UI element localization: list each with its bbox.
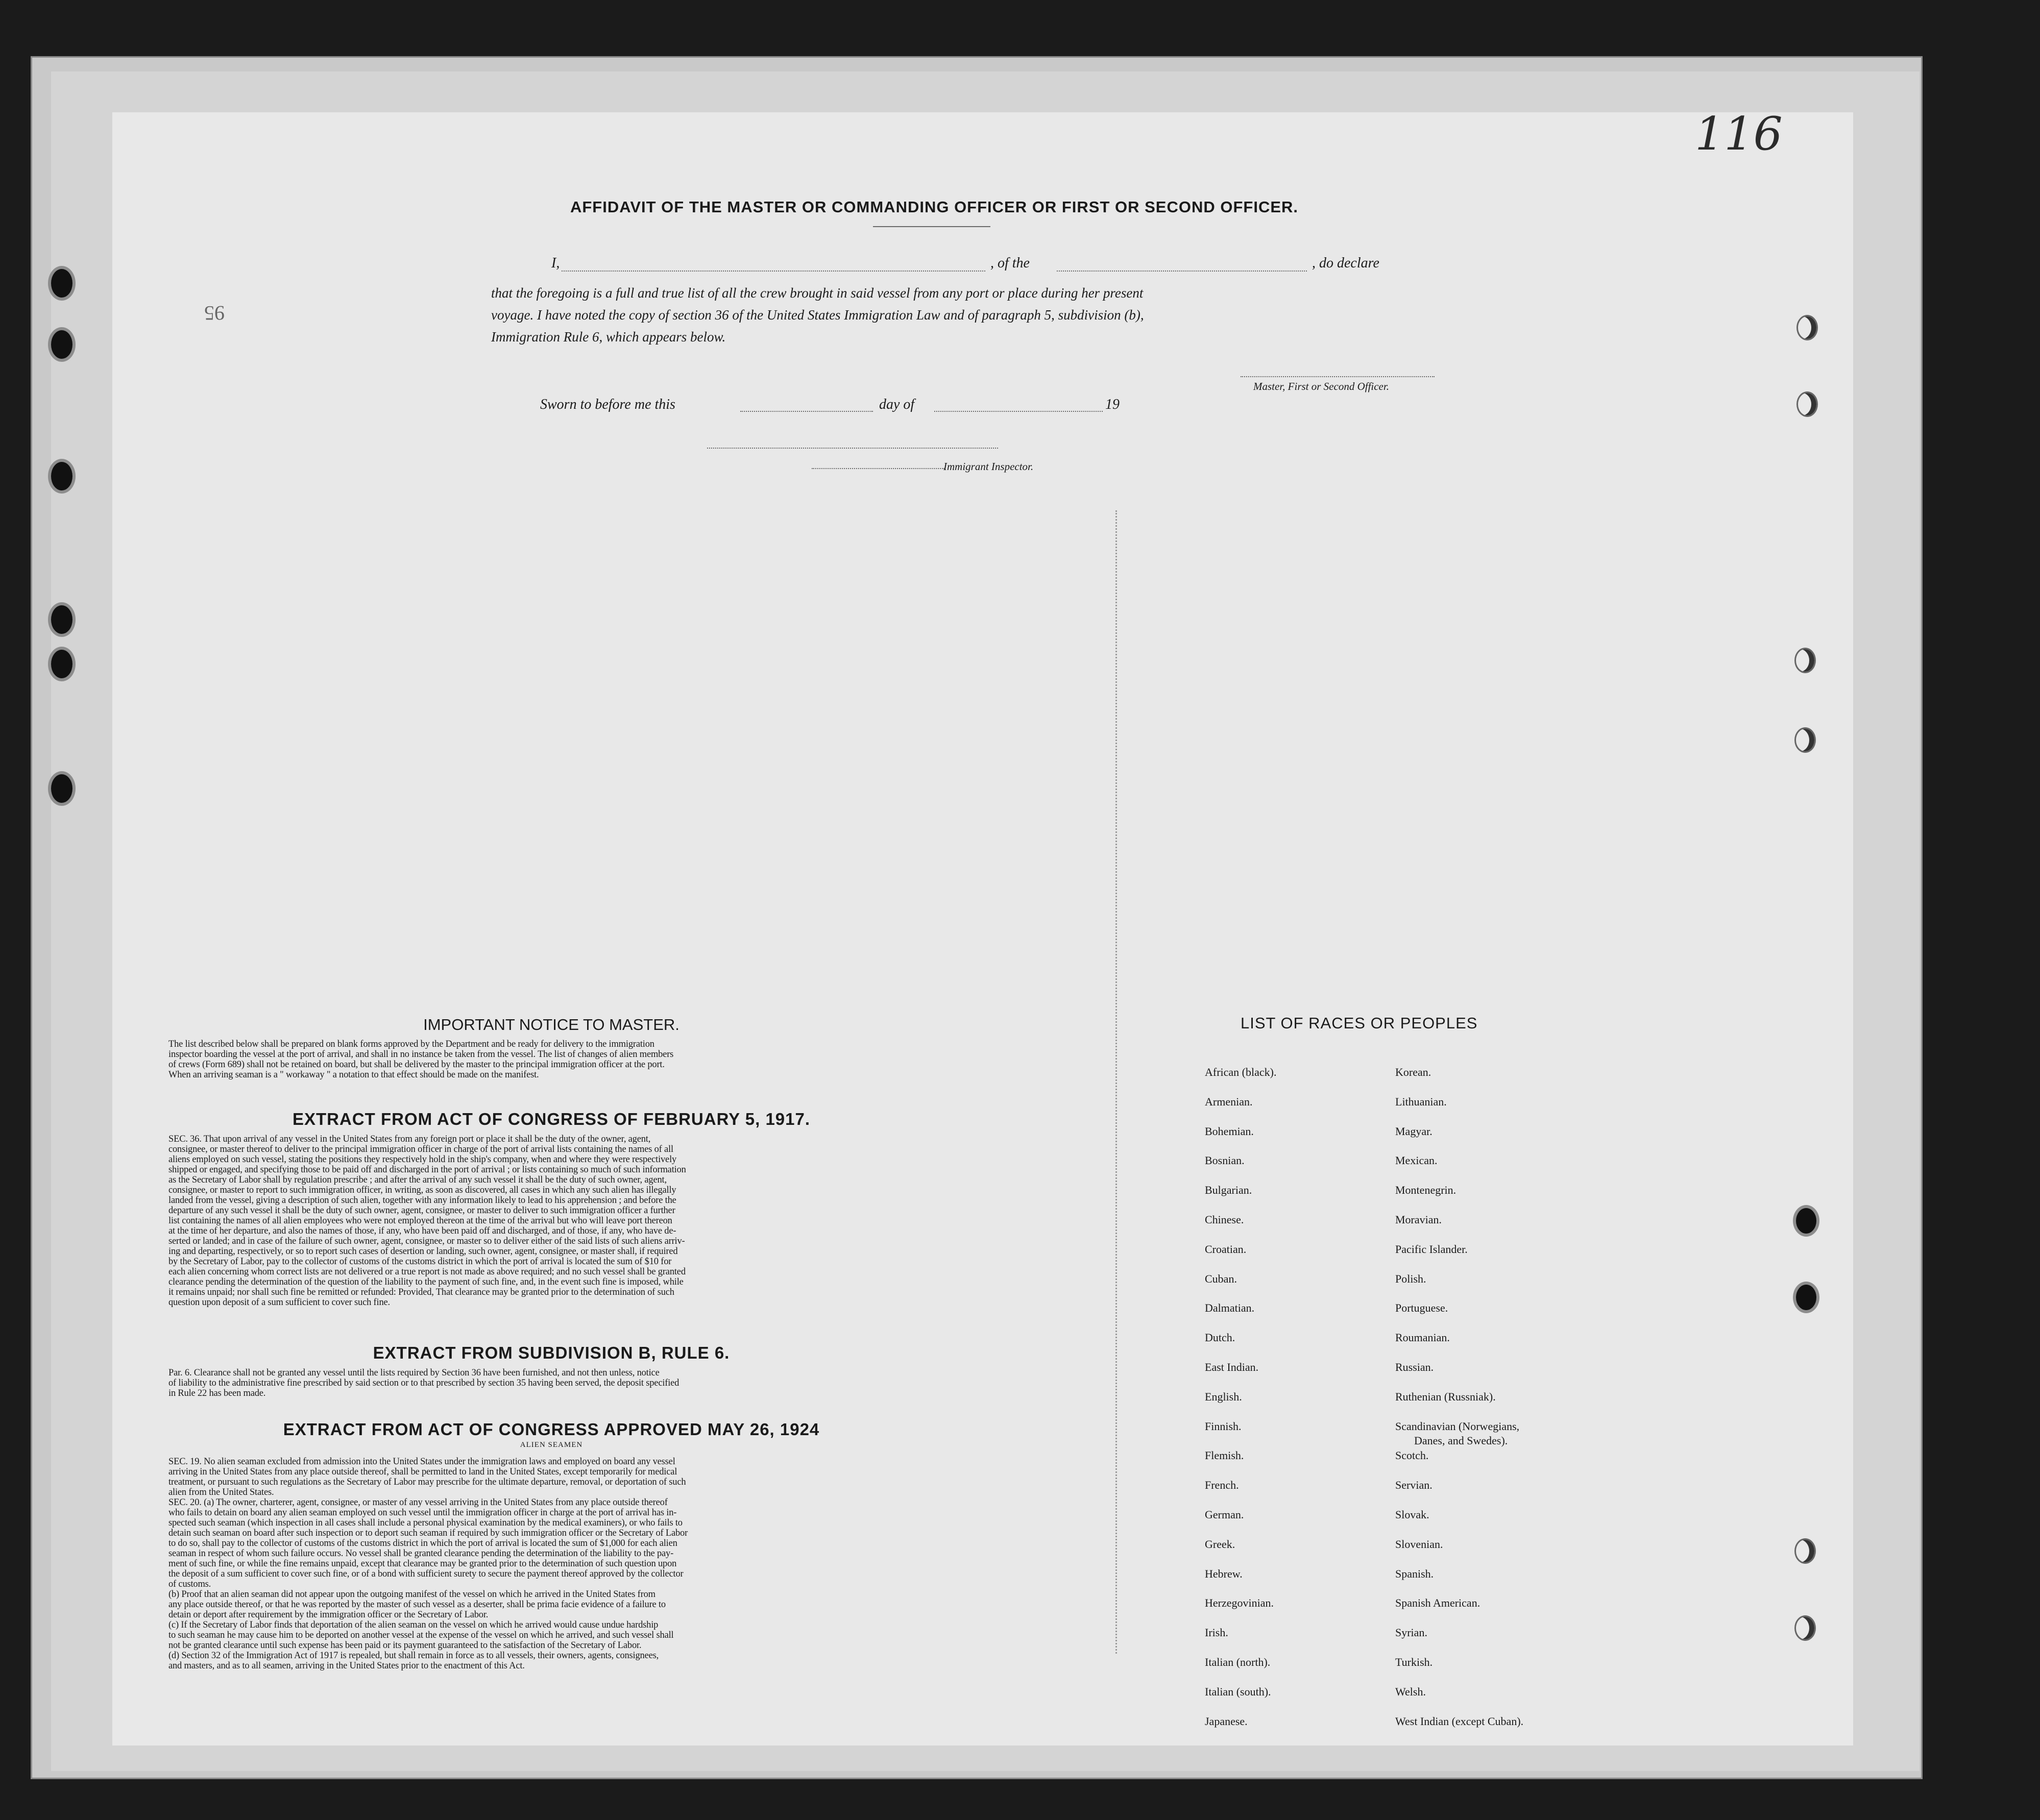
- race-item: Bohemian.: [1205, 1124, 1254, 1138]
- notice-line: When an arriving seaman is a " workaway " a notation to that effect should be made on the manifest.: [168, 1070, 539, 1080]
- extract-line: alien from the United States.: [168, 1487, 274, 1497]
- race-item: West Indian (except Cuban).: [1395, 1714, 1524, 1728]
- extract-1917-title: EXTRACT FROM ACT OF CONGRESS OF FEBRUARY 5, 1917.: [292, 1110, 811, 1128]
- race-item: Spanish.: [1395, 1567, 1434, 1580]
- name-blank: [562, 270, 985, 272]
- extract-line: landed from the vessel, giving a description of such alien, together with any information likely to lead to his apprehension ; and before the: [168, 1195, 676, 1206]
- race-item: Mexican.: [1395, 1154, 1438, 1167]
- title-underline: [873, 226, 990, 227]
- race-item: Slovak.: [1395, 1508, 1429, 1521]
- day-of-label: day of: [879, 397, 915, 412]
- race-item: Portuguese.: [1395, 1301, 1448, 1315]
- extract-1917-text: [168, 1134, 934, 1308]
- race-item: Ruthenian (Russniak).: [1395, 1390, 1496, 1403]
- extract-line: consignee, or master to report to such immigration officer, in writing, as soon as discovered, all cases in which any such alien has illegally: [168, 1185, 676, 1195]
- notice-line: inspector boarding the vessel at the port of arrival, and shall in no instance be taken from the vessel. The list of changes of alien members: [168, 1049, 674, 1060]
- extract-1924-subtitle: ALIEN SEAMEN: [520, 1441, 583, 1449]
- race-item: Korean.: [1395, 1066, 1431, 1078]
- binder-hole: [51, 774, 72, 803]
- binder-hole: [1796, 649, 1814, 672]
- race-item: Magyar.: [1395, 1124, 1432, 1138]
- race-item: Flemish.: [1205, 1449, 1244, 1462]
- binder-hole: [51, 330, 72, 359]
- extract-line: Par. 6. Clearance shall not be granted any vessel until the lists required by Section 36 have been furnished, and not then unless, notice: [168, 1368, 660, 1378]
- race-item: French.: [1205, 1479, 1239, 1492]
- extract-line: (d) Section 32 of the Immigration Act of 1917 is repealed, but shall remain in force as to all vessels, their owners, agents, consignees,: [168, 1651, 659, 1661]
- race-item: Bosnian.: [1205, 1154, 1245, 1167]
- master-signature-label: Master, First or Second Officer.: [1253, 380, 1389, 392]
- race-item: Herzegovinian.: [1205, 1596, 1274, 1610]
- race-item: Bulgarian.: [1205, 1184, 1252, 1197]
- month-blank: [934, 411, 1103, 412]
- extract-line: (c) If the Secretary of Labor finds that deportation of the alien seaman on the vessel on which he arrived would cause undue hardship: [168, 1620, 659, 1630]
- extract-line: each alien concerning whom correct lists are not delivered or a true report is not made as above required; and no such vessel shall be granted: [168, 1267, 686, 1277]
- race-item: Servian.: [1395, 1479, 1432, 1492]
- race-item: Polish.: [1395, 1272, 1426, 1285]
- extract-line: the deposit of a sum sufficient to cover such fine, or of a bond with sufficient surety to secure the payment thereof approved by the collector: [168, 1569, 684, 1579]
- race-item: Russian.: [1395, 1361, 1434, 1373]
- extract-line: of liability to the administrative fine prescribed by said section or to that prescribed by section 35 having been served, the deposit specified: [168, 1378, 679, 1388]
- binder-hole: [1796, 1208, 1816, 1234]
- race-item: Pacific Islander.: [1395, 1242, 1468, 1256]
- race-item: Finnish.: [1205, 1419, 1242, 1433]
- affidavit-do-declare: , do declare: [1312, 255, 1379, 271]
- sworn-label: Sworn to before me this: [540, 397, 675, 412]
- race-item: Slovenian.: [1395, 1537, 1443, 1551]
- extract-line: aliens employed on such vessel, stating the positions they respectively hold in the ship's company, when and where they were respectively: [168, 1154, 677, 1165]
- column-divider: [1115, 510, 1117, 1654]
- race-item: Greek.: [1205, 1537, 1235, 1551]
- binder-hole: [51, 269, 72, 298]
- page-stamp-number: 116: [1695, 107, 1783, 161]
- extract-line: and masters, and as to all seamen, arriving in the United States prior to the enactment of this Act.: [168, 1661, 525, 1671]
- race-item: Italian (south).: [1205, 1685, 1271, 1698]
- binder-hole: [1798, 393, 1816, 415]
- race-item: Croatian.: [1205, 1242, 1247, 1256]
- race-item: Lithuanian.: [1395, 1095, 1447, 1108]
- inspector-line-2: [812, 468, 944, 469]
- extract-line: in Rule 22 has been made.: [168, 1388, 266, 1398]
- extract-line: of customs.: [168, 1579, 211, 1589]
- binder-hole: [1796, 1617, 1814, 1639]
- notice-line: of crews (Form 689) shall not be retained on board, but shall be delivered by the master to the principal immigration officer at the port.: [168, 1060, 665, 1070]
- race-item: Irish.: [1205, 1626, 1228, 1639]
- inspector-signature-line: [707, 448, 998, 449]
- extract-line: SEC. 36. That upon arrival of any vessel in the United States from any foreign port or place it shall be the duty of the owner, agent,: [168, 1134, 651, 1144]
- binder-hole: [1796, 1540, 1814, 1562]
- extract-line: detain or deport after requirement by the immigration officer or the Secretary of Labor.: [168, 1610, 489, 1620]
- extract-line: departure of any such vessel it shall be the duty of such owner, agent, consignee, or master to deliver to such immigration officer a further: [168, 1206, 675, 1216]
- race-item: Chinese.: [1205, 1213, 1244, 1226]
- inspector-label: Immigrant Inspector.: [943, 460, 1034, 473]
- extract-line: it remains unpaid; nor shall such fine be remitted or refunded: Provided, That clearance may be granted prior to the determination of such: [168, 1287, 674, 1297]
- race-item: Turkish.: [1395, 1656, 1433, 1668]
- race-item: Spanish American.: [1395, 1596, 1480, 1610]
- extract-line: spected such seaman (which inspection in all cases shall include a personal physical examination by the medical examiners), or who fails to: [168, 1518, 683, 1528]
- extract-line: shipped or engaged, and specifying those to be paid off and discharged in the port of arrival ; or lists containing so much of such information: [168, 1165, 686, 1175]
- binder-hole: [51, 462, 72, 490]
- race-item: Scotch.: [1395, 1449, 1429, 1462]
- race-item: Armenian.: [1205, 1095, 1253, 1108]
- extract-line: SEC. 20. (a) The owner, charterer, agent, consignee, or master of any vessel arriving in the United States from any place outside thereof: [168, 1497, 668, 1508]
- extract-1924-title: EXTRACT FROM ACT OF CONGRESS APPROVED MAY 26, 1924: [283, 1420, 820, 1439]
- extract-line: treatment, or pursuant to such regulations as the Secretary of Labor may prescribe for the ultimate departure, removal, or deportation of such: [168, 1477, 686, 1487]
- extract-line: question upon deposit of a sum sufficient to cover such fine.: [168, 1297, 390, 1308]
- extract-line: ing and departing, respectively, or so to report such cases of desertion or landing, such owner, agent, consignee, or master shall, if required: [168, 1246, 678, 1257]
- race-item-continued: Danes, and Swedes).: [1414, 1434, 1508, 1447]
- race-item: Welsh.: [1395, 1685, 1426, 1698]
- race-item: English.: [1205, 1390, 1242, 1403]
- race-item: Hebrew.: [1205, 1567, 1243, 1580]
- extract-line: any place outside thereof, or that he was reported by the master of such vessel as a deserter, shall be prima facie evidence of a failure to: [168, 1600, 666, 1610]
- notice-title: IMPORTANT NOTICE TO MASTER.: [423, 1016, 679, 1034]
- notice-text: [168, 1039, 934, 1080]
- extract-rule6-title: EXTRACT FROM SUBDIVISION B, RULE 6.: [373, 1343, 730, 1362]
- race-item: Roumanian.: [1395, 1331, 1450, 1344]
- extract-line: detain such seaman on board after such inspection or to deport such seaman if required by such immigration officer or the Secretary of Labor: [168, 1528, 688, 1538]
- race-item: Dutch.: [1205, 1331, 1235, 1344]
- affidavit-lead-i: I,: [551, 255, 560, 271]
- vessel-blank: [1057, 270, 1307, 272]
- extract-line: SEC. 19. No alien seaman excluded from admission into the United States under the immigration laws and employed on board any vessel: [168, 1457, 675, 1467]
- extract-line: as the Secretary of Labor shall by regulation prescribe ; and after the arrival of any such vessel it shall be the duty of such owner, agent,: [168, 1175, 667, 1185]
- extract-line: at the time of her departure, and also the names of those, if any, who have been paid off and discharged, and of those, if any, who have de-: [168, 1226, 676, 1236]
- extract-line: not be granted clearance until such expense has been paid or its payment guaranteed to the satisfaction of the Secretary of Labor.: [168, 1640, 642, 1651]
- extract-line: arriving in the United States from any place outside thereof, shall be permitted to land in the United States, except temporarily for medical: [168, 1467, 677, 1477]
- race-item: Japanese.: [1205, 1714, 1248, 1728]
- race-item: Scandinavian (Norwegians,: [1395, 1419, 1520, 1433]
- extract-line: ment of such fine, or while the fine remains unpaid, except that clearance may be granted prior to the determination of such question upon: [168, 1559, 677, 1569]
- extract-line: to such seaman he may cause him to be deported on another vessel at the expense of the vessel on which he arrived, and such vessel shall: [168, 1630, 674, 1640]
- extract-line: serted or landed; and in case of the failure of such owner, agent, consignee, or master so to deliver either of the said lists of such aliens arriv-: [168, 1236, 685, 1246]
- affidavit-body-3: Immigration Rule 6, which appears below.: [491, 329, 726, 345]
- races-title: LIST OF RACES OR PEOPLES: [1241, 1014, 1478, 1032]
- binder-hole: [51, 650, 72, 678]
- master-signature-line: [1241, 376, 1435, 377]
- race-item: Italian (north).: [1205, 1656, 1271, 1668]
- affidavit-body-1: that the foregoing is a full and true list of all the crew brought in said vessel from any port or place during her present: [491, 285, 1144, 301]
- bleed-through: [276, 521, 1654, 980]
- year-label: 19: [1105, 397, 1120, 412]
- sworn-day-blank: [740, 411, 873, 412]
- race-item: Syrian.: [1395, 1626, 1427, 1639]
- extract-line: to do so, shall pay to the collector of customs of the customs district in which the port of arrival is located the sum of $1,000 for each alien: [168, 1538, 677, 1548]
- binder-hole: [1798, 316, 1816, 339]
- race-item: Dalmatian.: [1205, 1301, 1255, 1315]
- affidavit-body-2: voyage. I have noted the copy of section 36 of the United States Immigration Law and of paragraph 5, subdivision (b),: [491, 307, 1144, 323]
- extract-line: list containing the names of all alien employees who were not employed thereon at the time of the arrival but who will leave port thereon: [168, 1216, 672, 1226]
- extract-line: by the Secretary of Labor, pay to the collector of customs of the customs district in which the port of arrival is located the sum of $10 for: [168, 1257, 672, 1267]
- extract-1924-text: [168, 1457, 934, 1671]
- race-item: Montenegrin.: [1395, 1184, 1456, 1197]
- race-item: East Indian.: [1205, 1361, 1259, 1373]
- extract-line: clearance pending the determination of the question of the liability to the payment of such fine, and, in the event such fine is imposed, while: [168, 1277, 684, 1287]
- race-item: Moravian.: [1395, 1213, 1442, 1226]
- race-item: German.: [1205, 1508, 1244, 1521]
- page-number: 95: [204, 302, 225, 325]
- affidavit-of-the: , of the: [990, 255, 1030, 271]
- binder-hole: [1796, 729, 1814, 751]
- binder-hole: [51, 605, 72, 634]
- extract-line: (b) Proof that an alien seaman did not appear upon the outgoing manifest of the vessel on which he arrived in the United States from: [168, 1589, 655, 1600]
- extract-line: consignee, or master thereof to deliver to the principal immigration officer in charge of the port of arrival lists containing the names of all: [168, 1144, 673, 1154]
- extract-line: seaman in respect of whom such failure occurs. No vessel shall be granted clearance pending the determination of the liability to the pay-: [168, 1548, 674, 1559]
- notice-line: The list described below shall be prepared on blank forms approved by the Department and be ready for delivery to the immigration: [168, 1039, 654, 1049]
- race-item: African (black).: [1205, 1066, 1277, 1078]
- race-item: Cuban.: [1205, 1272, 1237, 1285]
- affidavit-title: AFFIDAVIT OF THE MASTER OR COMMANDING OFFICER OR FIRST OR SECOND OFFICER.: [570, 198, 1299, 216]
- extract-rule6-text: [168, 1368, 934, 1398]
- binder-hole: [1796, 1285, 1816, 1310]
- extract-line: who fails to detain on board any alien seaman employed on such vessel until the immigration officer in charge at the port of arrival has in-: [168, 1508, 677, 1518]
